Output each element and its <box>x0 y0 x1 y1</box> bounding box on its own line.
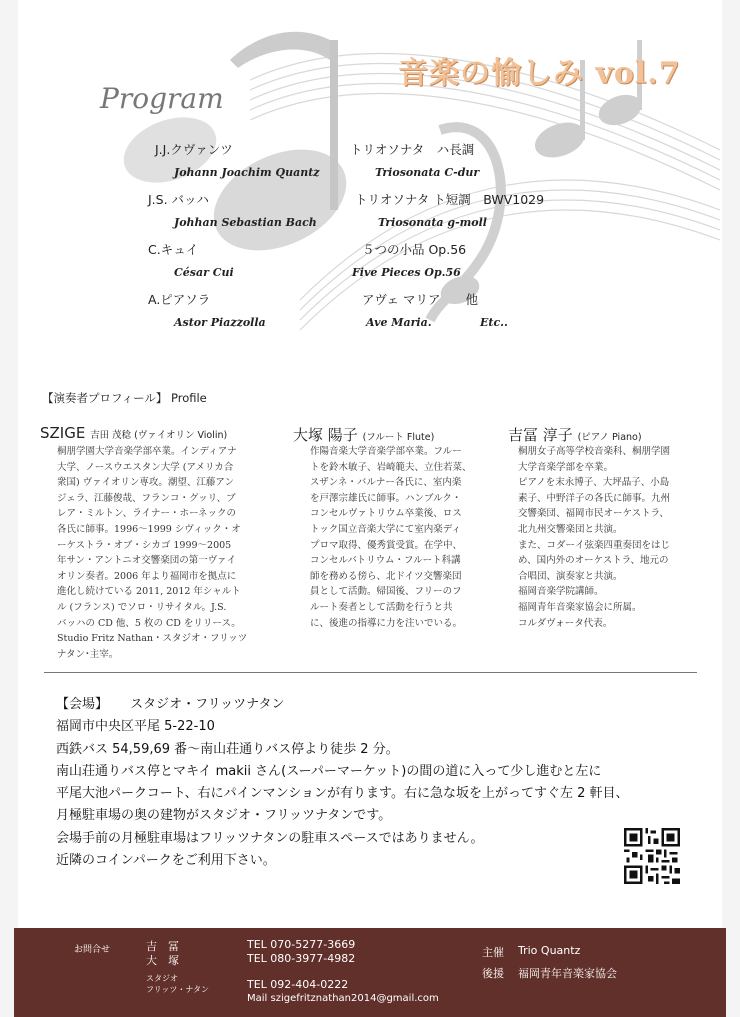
contact1-tel[interactable]: TEL 070-5277-3669 <box>247 938 356 951</box>
venue-access-line: 平尾大池パークコート、右にパインマンションが有ります。右に急な坂を上がってすぐ左 2 軒目、 <box>56 786 629 802</box>
program-piece-en: Ave Maria. <box>366 316 432 329</box>
venue-section <box>56 694 628 872</box>
concert-title: 音楽の愉しみ vol.7 <box>398 56 681 91</box>
performer-detail: (ピアノ Piano) <box>577 432 642 443</box>
performer-bio: 桐朋学園大学音楽学部卒業。インディアナ 大学、ノースウエスタン大学 (アメリカ合 衆国) ヴァイオリン専攻。潮望、江藤アン ジェラ、江藤俊哉、フランコ・グッリ、ブ レア・ミルトン、ライナー・ホーネックの 各氏に師事。1996～1999 シヴィック・オ ーケストラ・オブ・シカゴ 1999～2005 年サン・アントニオ交響楽団の第一ヴァイ オリン奏者。2006 年より福岡市を拠点に 進化し続けている 2011, 2012 年シャルト ル (フランス) でソロ・リサイタル。J.S. バッハの CD 他、5 枚の CD をリリース。 Studio Fritz Nathan・スタジオ・フリッツ ナタン･主宰。 <box>57 446 248 660</box>
qr-code[interactable] <box>624 828 680 884</box>
program-composer-en: Johann Joachim Quantz <box>174 166 320 179</box>
program-piece-en: Five Pieces Op.56 <box>352 266 461 279</box>
contact1-name: 吉 冨 <box>146 940 179 953</box>
program-etc: Etc.. <box>480 316 508 329</box>
program-piece-en: Triosonata C-dur <box>375 166 480 179</box>
profile-heading: 【演奏者プロフィール】 Profile <box>42 391 207 405</box>
contact2-name: 大 塚 <box>146 954 179 967</box>
performer-name-main: 大塚 陽子 <box>293 426 358 444</box>
studio-mail[interactable]: Mail szigefritznathan2014@gmail.com <box>247 993 439 1004</box>
program-composer-en: Johhan Sebastian Bach <box>174 216 317 229</box>
program-piece: トリオソナタ ハ長調 <box>350 142 475 157</box>
program-composer-en: César Cui <box>174 266 234 279</box>
studio-tel[interactable]: TEL 092-404-0222 <box>247 978 349 991</box>
performer-name-main: SZIGE <box>40 424 86 442</box>
program-composer-en: Astor Piazzolla <box>174 316 266 329</box>
venue-access-line: 西鉄バス 54,59,69 番～南山荘通りバス停より徒歩 2 分。 <box>56 741 399 757</box>
venue-address: 福岡市中央区平尾 5-22-10 <box>56 719 215 735</box>
program-piece: ５つの小品 Op.56 <box>362 242 467 257</box>
program-composer: J.J.クヴァンツ <box>155 142 233 157</box>
performer-bio: 桐朋女子高等学校音楽科、桐朋学園 大学音楽学部を卒業。 ピアノを末永博子、大坪晶子、小島 素子、中野洋子の各氏に師事。九州 交響楽団、福岡市民オーケストラ、 北九州交響楽団と共演。 また、コダーイ弦楽四重奏団をはじ め、国内外のオーケストラ、地元の 合唱団、演奏家と共演。 福岡音楽学院講師。 福岡青年音楽家協会に所属。 コルダヴォータ代表。 <box>518 446 671 629</box>
venue-name: スタジオ・フリッツナタン <box>130 697 285 712</box>
venue-access-line: 南山荘通りバス停とマキイ makii さん(スーパーマーケット)の間の道に入って少し進むと左に <box>56 763 602 779</box>
studio-label: フリッツ・ナタン <box>146 985 209 994</box>
performer-name-main: 吉冨 淳子 <box>508 426 573 444</box>
venue-parking-note: 近隣のコインパークをご利用下さい。 <box>56 853 276 869</box>
sponsor-label: 後援 <box>482 967 504 980</box>
performer-detail: 吉田 茂稔 (ヴァイオリン Violin) <box>90 430 228 441</box>
program-composer: A.ピアソラ <box>148 292 211 307</box>
program-piece: アヴェ マリア 他 <box>362 292 478 307</box>
program-heading: Program <box>100 82 224 115</box>
sponsor: 福岡青年音楽家協会 <box>518 967 617 980</box>
program-piece-en: Triosonata g-moll <box>378 216 487 229</box>
organizer: Trio Quantz <box>518 944 581 957</box>
studio-label: スタジオ <box>146 974 178 983</box>
performer-name <box>293 424 434 445</box>
contact2-tel[interactable]: TEL 080-3977-4982 <box>247 952 356 965</box>
inquiry-label: お問合せ <box>74 945 111 955</box>
performer-name <box>508 424 642 445</box>
program-piece: トリオソナタ ト短調 BWV1029 <box>355 192 545 207</box>
venue-access-line: 月極駐車場の奥の建物がスタジオ・フリッツナタンです。 <box>56 808 392 824</box>
performer-bio: 作陽音楽大学音楽学部卒業。フルー トを鈴木敏子、岩崎範夫、立住若菜、 スザンネ・バルナー各氏に、室内楽 を戸澤宗雄氏に師事。ハンブルク・ コンセルヴァトリウム卒業後、ロス トック国立音楽大学にて室内楽ディ プロマ取得、優秀賞受賞。在学中、 コンセルバトリウム・フルート科講 師を務める傍ら、北ドイツ交響楽団 員として活動。帰国後、フリーのフ ルート奏者として活動を行うと共 に、後進の指導に力を注いでいる。 <box>310 446 472 629</box>
performer-name <box>40 424 227 442</box>
program-composer: J.S. バッハ <box>148 192 210 207</box>
venue-label: 【会場】 <box>56 697 109 712</box>
performer-detail: (フルート Flute) <box>362 432 435 443</box>
organizer-label: 主催 <box>482 946 504 959</box>
divider <box>44 672 697 673</box>
program-composer: C.キュイ <box>148 242 199 257</box>
venue-parking-note: 会場手前の月極駐車場はフリッツナタンの駐車スペースではありません。 <box>56 830 484 846</box>
venue-heading <box>56 694 628 716</box>
footer-contact-bar <box>14 928 726 1017</box>
